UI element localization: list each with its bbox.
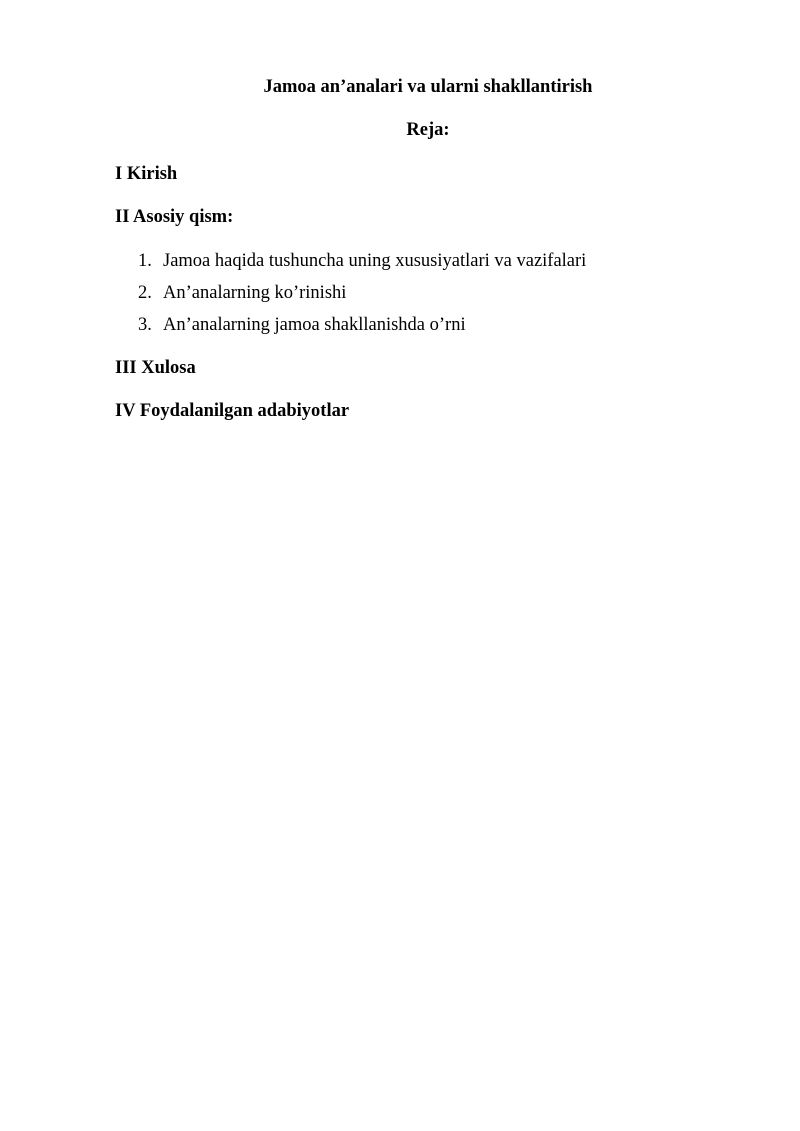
list-item-number: 2. (138, 283, 152, 303)
document-title: Jamoa an’analari va ularni shakllantirish (263, 77, 593, 97)
section-main-part: II Asosiy qism: (115, 207, 234, 227)
list-item-number: 1. (138, 251, 152, 271)
list-item-text: An’analarning jamoa shakllanishda o’rni (163, 315, 466, 335)
main-part-list (138, 249, 586, 345)
list-item-text: Jamoa haqida tushuncha uning xususiyatlari va vazifalari (163, 251, 587, 271)
list-item (138, 313, 586, 345)
list-item (138, 281, 586, 313)
list-item (138, 249, 586, 281)
section-references: IV Foydalanilgan adabiyotlar (115, 401, 350, 421)
section-introduction: I Kirish (115, 164, 178, 184)
list-item-number: 3. (138, 315, 152, 335)
plan-heading: Reja: (406, 120, 450, 140)
section-conclusion: III Xulosa (115, 358, 196, 378)
list-item-text: An’analarning ko’rinishi (163, 283, 347, 303)
